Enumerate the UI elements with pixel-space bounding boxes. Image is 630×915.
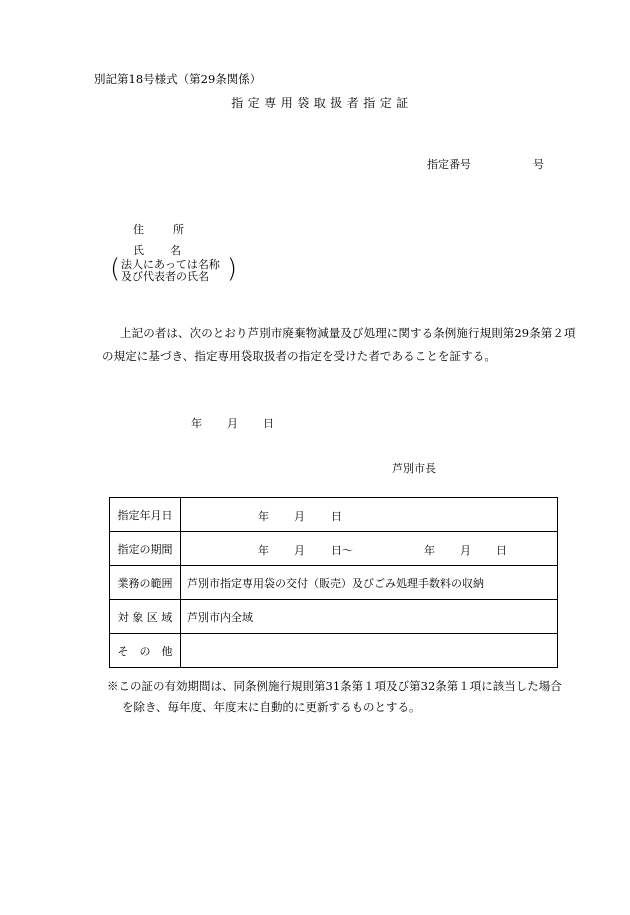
validity-note-line2: を除き、毎年度、年度末に自動的に更新するものとする。 <box>122 700 421 714</box>
designation-date-cell <box>181 498 558 532</box>
address-label-part1: 住 <box>133 223 144 236</box>
corporate-note-line2: 及び代表者の氏名 <box>121 270 209 283</box>
issuer-name: 芦別市長 <box>392 462 436 475</box>
corporate-note-line1: 法人にあっては名称 <box>121 258 220 271</box>
table-header-cell: 対 象 区 域 <box>110 600 181 634</box>
name-label-part2: 名 <box>170 244 181 257</box>
designation-number-suffix: 号 <box>533 158 544 171</box>
open-parenthesis: ( <box>110 254 121 284</box>
designation-date-month: 月 <box>294 510 305 523</box>
form-number: 別記第18号様式（第29条関係） <box>94 72 262 86</box>
period-start-day: 日〜 <box>331 544 353 557</box>
period-end-day: 日 <box>496 544 507 557</box>
period-start-month: 月 <box>294 544 305 557</box>
address-label-part2: 所 <box>173 223 184 236</box>
document-title: 指定専用袋取扱者指定証 <box>231 96 413 110</box>
table-header-cell: 業務の範囲 <box>110 566 181 600</box>
certification-text: 上記の者は、次のとおり芦別市廃棄物減量及び処理に関する条例施行規則第29条第２項の規定に基づき、指定専用袋取扱者の指定を受けた者であることを証する。 <box>102 326 576 363</box>
designation-period-cell <box>181 532 558 566</box>
table-row <box>110 532 558 566</box>
table-row <box>110 600 558 634</box>
designation-number-label: 指定番号 <box>427 158 471 171</box>
period-end-month: 月 <box>460 544 471 557</box>
table-header-cell: 指定年月日 <box>110 498 181 532</box>
issue-date-month: 月 <box>227 417 238 430</box>
issue-date-day: 日 <box>263 417 274 430</box>
period-end-year: 年 <box>424 544 435 557</box>
name-label-part1: 氏 <box>133 244 144 257</box>
designation-date-year: 年 <box>258 510 269 523</box>
table-header-cell: そ の 他 <box>110 634 181 668</box>
corporate-note <box>110 254 237 286</box>
table-row <box>110 634 558 668</box>
designation-date-day: 日 <box>331 510 342 523</box>
validity-note-line1: ※この証の有効期間は、同条例施行規則第31条第１項及び第32条第１項に該当した場合 <box>107 679 562 693</box>
other-cell <box>181 634 558 668</box>
table-row <box>110 498 558 532</box>
business-scope-cell: 芦別市指定専用袋の交付（販売）及びごみ処理手数料の収納 <box>181 566 558 600</box>
table-header-cell: 指定の期間 <box>110 532 181 566</box>
designation-info-table <box>109 497 558 668</box>
table-row <box>110 566 558 600</box>
target-area-cell: 芦別市内全域 <box>181 600 558 634</box>
period-start-year: 年 <box>258 544 269 557</box>
close-parenthesis: ) <box>226 254 237 284</box>
issue-date-year: 年 <box>191 417 202 430</box>
